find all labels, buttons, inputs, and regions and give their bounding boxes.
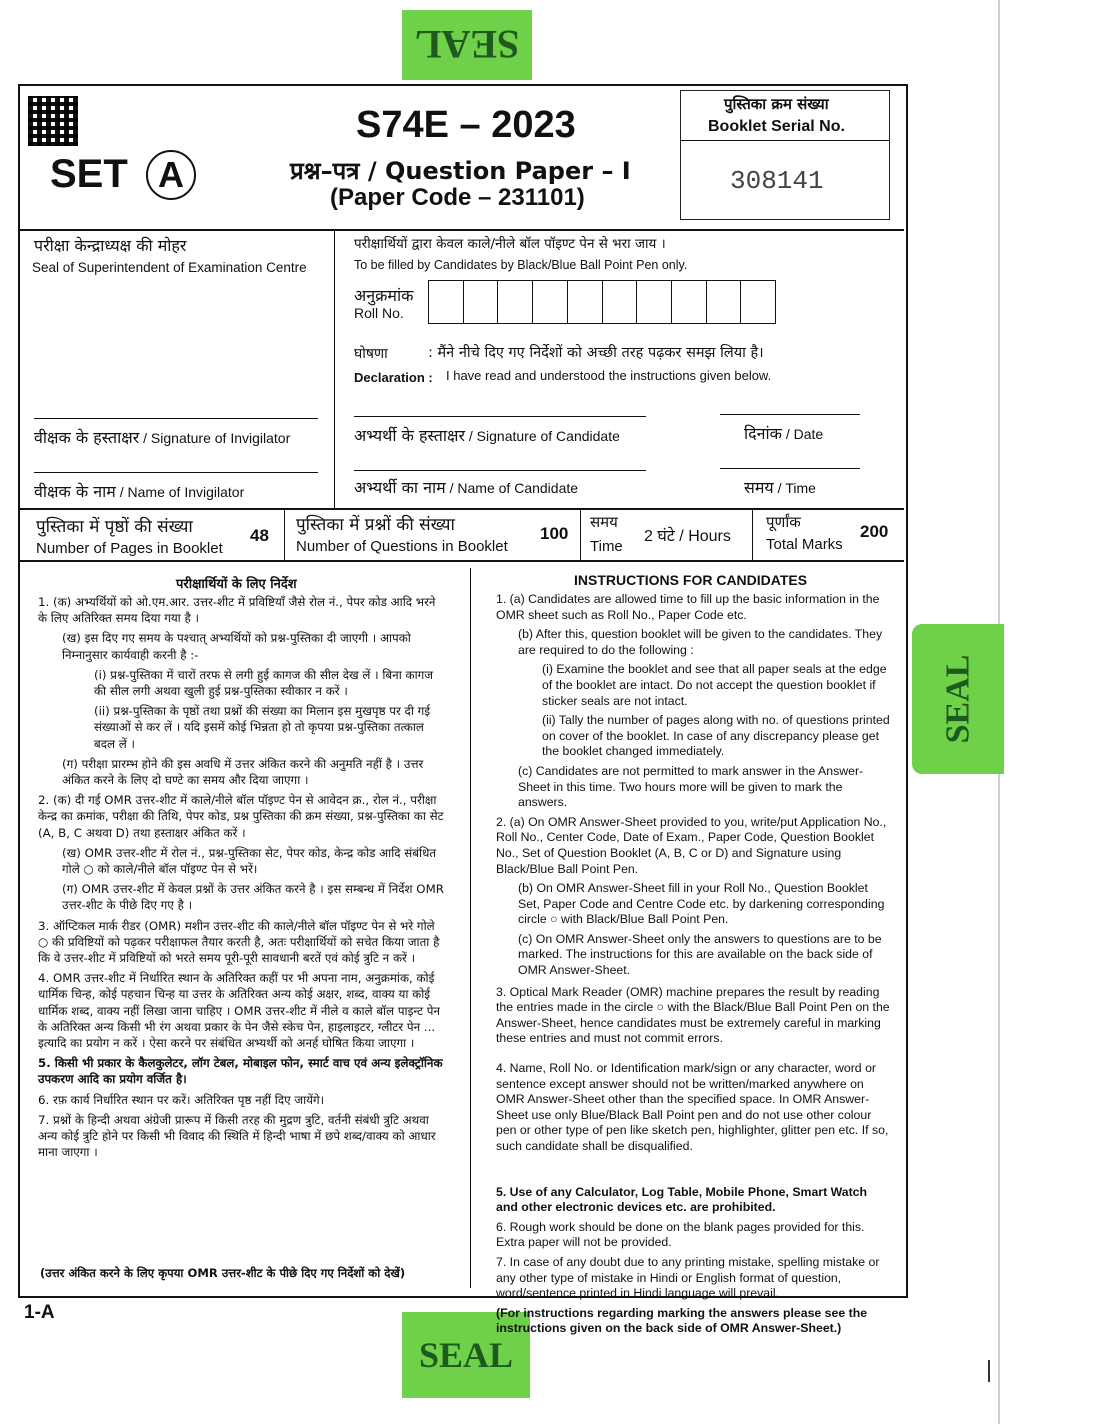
panel-divider: [334, 230, 335, 508]
decl-text-en: I have read and understood the instructions given below.: [446, 368, 772, 383]
cand-sig-en: / Signature of Candidate: [468, 428, 620, 444]
time-stat-label-en: Time: [590, 538, 623, 555]
seal-right-text: SEAL: [938, 654, 976, 744]
instruction-en-item: 5. Use of any Calculator, Log Table, Mobile Phone, Smart Watch and other electronic devices etc. are prohibited.: [496, 1184, 868, 1215]
questions-label-hi: पुस्तिका में प्रश्नों की संख्या: [296, 515, 455, 535]
instruction-hi-item: (i) प्रश्न-पुस्तिका में चारों तरफ से लगी हुई कागज की सील देख लें । बिना कागज की सील लगी अथवा खुली हुई प्रश्न-पुस्तिका स्वीकार न करें ।: [94, 667, 434, 699]
roll-digit-box[interactable]: [637, 281, 672, 323]
decl-label-en: Declaration :: [354, 370, 433, 385]
roll-number-boxes[interactable]: [428, 280, 776, 324]
questions-label-en: Number of Questions in Booklet: [296, 538, 508, 555]
pages-label-en: Number of Pages in Booklet: [36, 540, 223, 557]
instruction-en-item: 7. In case of any doubt due to any printing mistake, spelling mistake or any other type of mistake in Hindi or English format of question, word/sentence printed in Hindi language will prevail.: [496, 1254, 880, 1301]
instruction-hi-item: 1. (क) अभ्यर्थियों को ओ.एम.आर. उत्तर-शीट में प्रविष्टियाँ जैसे रोल नं., पेपर कोड आदि भरने के लिए अतिरिक्त समय दिया गया है ।: [38, 595, 436, 626]
edge-mark: [988, 1360, 990, 1382]
roll-digit-box[interactable]: [741, 281, 775, 323]
roll-digit-box[interactable]: [568, 281, 603, 323]
cand-name-label: [354, 476, 578, 498]
stats-divider-2: [580, 510, 581, 560]
cand-name-en: / Name of Candidate: [449, 480, 579, 496]
decl-text-hi: : मैंने नीचे दिए गए निर्देशों को अच्छी तरह पढ़कर समझ लिया है।: [428, 345, 764, 361]
roll-digit-box[interactable]: [429, 281, 464, 323]
instruction-en-item: (c) Candidates are not permitted to mark answer in the Answer-Sheet in this time. Two hours more will be given to mark the answers.: [518, 763, 864, 810]
instruction-en-item: (c) On OMR Answer-Sheet only the answers to questions are to be marked. The instructions for this are available on the back side of OMR Answer-Sheet.: [518, 931, 882, 978]
instruction-hi-item: (ग) OMR उत्तर-शीट में केवल प्रश्नों के उत्तर अंकित करने है । इस सम्बन्ध में निर्देश OMR उत्तर-शीट के पीछे दिए गए है ।: [62, 882, 444, 913]
marks-value: 200: [860, 522, 889, 541]
instruction-en-item: (i) Examine the booklet and see that all paper seals at the edge of the booklet are intact. Do not accept the question booklet if sticker seals are not intact.: [542, 662, 887, 708]
questions-value: 100: [540, 524, 569, 543]
instruction-hi-item: (ii) प्रश्न-पुस्तिका के पृष्ठों तथा प्रश्नों की संख्या का मिलान इस मुखपृष्ठ पर दी गई संख्याओं से कर लें । यदि इसमें कोई भिन्नता हो तो कृपया प्रश्न-पुस्तिका तत्काल बदल लें ।: [94, 704, 431, 751]
paper-title: प्रश्न–पत्र / Question Paper – I: [290, 157, 631, 185]
seal-label-en: Seal of Superintendent of Examination Centre: [32, 260, 307, 275]
instructions-hi-footer: (उत्तर अंकित करने के लिए कृपया OMR उत्तर-शीट के पीछे दिए गए निर्देशों को देखें): [40, 1266, 406, 1280]
time-line: [720, 468, 860, 469]
cand-sig-hi: अभ्यर्थी के हस्ताक्षर: [354, 426, 465, 445]
date-label: [744, 422, 823, 444]
instruction-hi-item: 5. किसी भी प्रकार के कैलकुलेटर, लॉग टेबल, मोबाइल फोन, स्मार्ट वाच एवं अन्य इलेक्ट्रॉनिक उपकरण आदि का प्रयोग वर्जित है।: [38, 1056, 443, 1087]
decl-label-hi: घोषणा: [354, 346, 388, 362]
instruction-hi-item: 6. रफ़ कार्य निर्धारित स्थान पर करें। अतिरिक्त पृष्ठ नहीं दिए जायेंगे।: [38, 1092, 325, 1107]
instructions-en-title: INSTRUCTIONS FOR CANDIDATES: [574, 572, 808, 588]
instruction-en-item: 2. (a) On OMR Answer-Sheet provided to you, write/put Application No., Roll No., Center Code, Date of Exam., Paper Code, Question Booklet No., Set of Question Booklet (A, B, C or D) and Signature using Black/Blue Ball Point Pen.: [496, 814, 887, 876]
roll-digit-box[interactable]: [707, 281, 742, 323]
invig-name-hi: वीक्षक के नाम: [34, 482, 116, 501]
qr-code-icon: [28, 96, 78, 146]
roll-digit-box[interactable]: [603, 281, 638, 323]
instruction-hi-item: 7. प्रश्नों के हिन्दी अथवा अंग्रेजी प्रारूप में किसी तरह की मुद्रण त्रुटि, वर्तनी संबंधी त्रुटि अथवा अन्य कोई त्रुटि होने पर किसी भी विवाद की स्थिति में हिन्दी भाषा में छपे शब्द/वाक्य को आधार माना जाएगा ।: [38, 1112, 436, 1160]
stats-bottom-border: [20, 560, 904, 562]
time-en: / Time: [777, 480, 816, 496]
seal-right: [912, 624, 1004, 774]
pages-value: 48: [250, 526, 269, 545]
roll-label-en: Roll No.: [354, 305, 404, 321]
time-label: [744, 476, 816, 498]
serial-divider: [680, 140, 889, 141]
fill-note-en: To be filled by Candidates by Black/Blue Ball Point Pen only.: [354, 258, 688, 272]
serial-number: 308141: [730, 166, 824, 196]
serial-label-en: Booklet Serial No.: [708, 118, 845, 135]
page-label: 1-A: [24, 1302, 55, 1323]
stats-divider-3: [752, 510, 753, 560]
marks-label-en: Total Marks: [766, 536, 843, 553]
pages-label-hi: पुस्तिका में पृष्ठों की संख्या: [36, 517, 193, 537]
set-letter-circle: [146, 150, 196, 200]
cand-sig-line: [354, 416, 646, 417]
stats-top-border: [20, 508, 904, 510]
fill-note-hi: परीक्षार्थियों द्वारा केवल काले/नीले बॉल पॉइण्ट पेन से भरा जाय ।: [354, 236, 666, 252]
instruction-hi-item: (ख) इस दिए गए समय के पश्चात् अभ्यर्थियों को प्रश्न-पुस्तिका दी जाएगी । आपको निम्नानुसार कार्यवाही करनी है :-: [62, 631, 411, 662]
instructions-en-footer: (For instructions regarding marking the answers please see the instructions given on the back side of OMR Answer-Sheet.): [496, 1305, 868, 1336]
invig-sig-hi: वीक्षक के हस्ताक्षर: [34, 428, 140, 447]
instruction-en-item: (ii) Tally the number of pages along with no. of questions printed on cover of the booklet. In case of any discrepancy please get the booklet changed immediately.: [542, 713, 890, 759]
seal-bottom: SEAL: [402, 1312, 530, 1398]
set-letter: A: [158, 154, 184, 195]
invig-sig-en: / Signature of Invigilator: [143, 430, 291, 446]
invig-name-en: / Name of Invigilator: [119, 484, 245, 500]
cand-sig-label: [354, 424, 620, 446]
time-stat-value: 2 घंटे / Hours: [644, 528, 731, 545]
paper-code-year: S74E – 2023: [356, 104, 576, 146]
serial-label-hi: पुस्तिका क्रम संख्या: [724, 95, 829, 113]
instructions-divider: [470, 568, 471, 1288]
instructions-hi-title: परीक्षार्थियों के लिए निर्देश: [176, 577, 297, 592]
instruction-hi-item: (ख) OMR उत्तर-शीट में रोल नं., प्रश्न-पुस्तिका सेट, पेपर कोड, केन्द्र कोड आदि संबंधित गोले ○ को काले/नीले बॉल पॉइण्ट पेन से भरें।: [62, 845, 437, 877]
roll-digit-box[interactable]: [464, 281, 499, 323]
instruction-en-item: 6. Rough work should be done on the blank pages provided for this. Extra paper will not be provided.: [496, 1219, 865, 1250]
instructions-en-list: [496, 592, 892, 1341]
set-label: SET: [50, 152, 128, 196]
stats-divider-1: [284, 510, 285, 560]
roll-label-hi: अनुक्रमांक: [354, 286, 414, 305]
time-stat-label-hi: समय: [590, 513, 618, 531]
seal-top: SEAL: [402, 10, 532, 80]
date-en: / Date: [785, 426, 824, 442]
time-hi: समय: [744, 478, 774, 497]
paper-code: (Paper Code – 231101): [330, 184, 585, 211]
cand-name-line: [354, 470, 646, 471]
date-line: [720, 414, 860, 415]
instruction-en-item: 4. Name, Roll No. or Identification mark/sign or any character, word or sentence except answer should not be written/marked anywhere on OMR Answer-Sheet other than the specified space. In OMR Answer-Sheet use only Blue/Black Ball Point pen and do not use other colour pen or other type of pen like sketch pen, highlighter, glitter pen etc. If so, such candidate shall be disqualified.: [496, 1061, 889, 1153]
cand-name-hi: अभ्यर्थी का नाम: [354, 478, 446, 497]
date-hi: दिनांक: [744, 424, 782, 443]
instruction-en-item: 1. (a) Candidates are allowed time to fill up the basic information in the OMR sheet such as Roll No., Paper Code etc.: [496, 592, 880, 622]
roll-digit-box[interactable]: [498, 281, 533, 323]
invig-sig-label: [34, 426, 290, 448]
instruction-hi-item: 4. OMR उत्तर-शीट में निर्धारित स्थान के अतिरिक्त कहीं पर भी अपना नाम, अनुक्रमांक, कोई धार्मिक चिन्ह, कोई पहचान चिन्ह या उत्तर के अतिरिक्त अन्य कोई अक्षर, शब्द, वाक्य या कोई धार्मिक शब्द, वाक्य नहीं लिखा जाना चाहिए । OMR उत्तर-शीट में नीले व काले बॉल पाइन्ट पेन के अतिरिक्त अन्य किसी भी रंग अथवा प्रकार के पेन जैसे स्केच पेन, हाइलाइटर, ग्लीटर पेन ... इत्यादि का प्रयोग न करें । ऐसा करने पर संबंधित अभ्यर्थी को अनर्ह घोषित किया जाएगा ।: [38, 971, 441, 1051]
instruction-en-item: 3. Optical Mark Reader (OMR) machine prepares the result by reading the entries made in the circle ○ with the Black/Blue Ball Point Pen on the Answer-Sheet, hence candidates must be extremely careful in marking these entries and must not commit errors.: [496, 984, 890, 1046]
instruction-hi-item: (ग) परीक्षा प्रारम्भ होने की इस अवधि में उत्तर अंकित करने की अनुमति नहीं है । उत्तर अंकित करने के लिए दो घण्टे का समय और दिया जाएगा ।: [62, 756, 424, 788]
header-divider: [20, 229, 904, 231]
roll-digit-box[interactable]: [533, 281, 568, 323]
instruction-en-item: (b) On OMR Answer-Sheet fill in your Roll No., Question Booklet Set, Paper Code and Centre Code etc. by darkening corresponding circle ○ with Black/Blue Ball Point Pen.: [518, 881, 885, 927]
instruction-hi-item: 2. (क) दी गई OMR उत्तर-शीट में काले/नीले बॉल पॉइण्ट पेन से आवेदन क्र., रोल नं., परीक्षा केन्द्र का क्रमांक, परीक्षा की तिथि, पेपर कोड, प्रश्न पुस्तिका की क्रम संख्या, प्रश्न-पुस्तिका का सेट (A, B, C अथवा D) तथा हस्ताक्षर अंकित करें ।: [38, 793, 444, 840]
invig-sig-line: [34, 418, 318, 419]
roll-digit-box[interactable]: [672, 281, 707, 323]
instruction-en-item: (b) After this, question booklet will be given to the candidates. They are required to do the following :: [518, 627, 883, 657]
invig-name-line: [34, 472, 318, 473]
seal-label-hi: परीक्षा केन्द्राध्यक्ष की मोहर: [34, 236, 187, 255]
instruction-hi-item: 3. ऑप्टिकल मार्क रीडर (OMR) मशीन उत्तर-शीट की काले/नीले बॉल पॉइण्ट पेन से भरे गोले ○ की प्रविष्टियों को पढ़कर परीक्षाफल तैयार करती है, अतः परीक्षार्थियों को सचेत किया जाता है कि वे उत्तर-शीट में प्रविष्टियों को भरते समय पूरी-पूरी सावधानी बरतें एवं कोई त्रुटि न करें ।: [38, 918, 440, 966]
invig-name-label: [34, 480, 244, 502]
marks-label-hi: पूर्णांक: [766, 513, 801, 531]
instructions-hi-list: [38, 594, 448, 1165]
